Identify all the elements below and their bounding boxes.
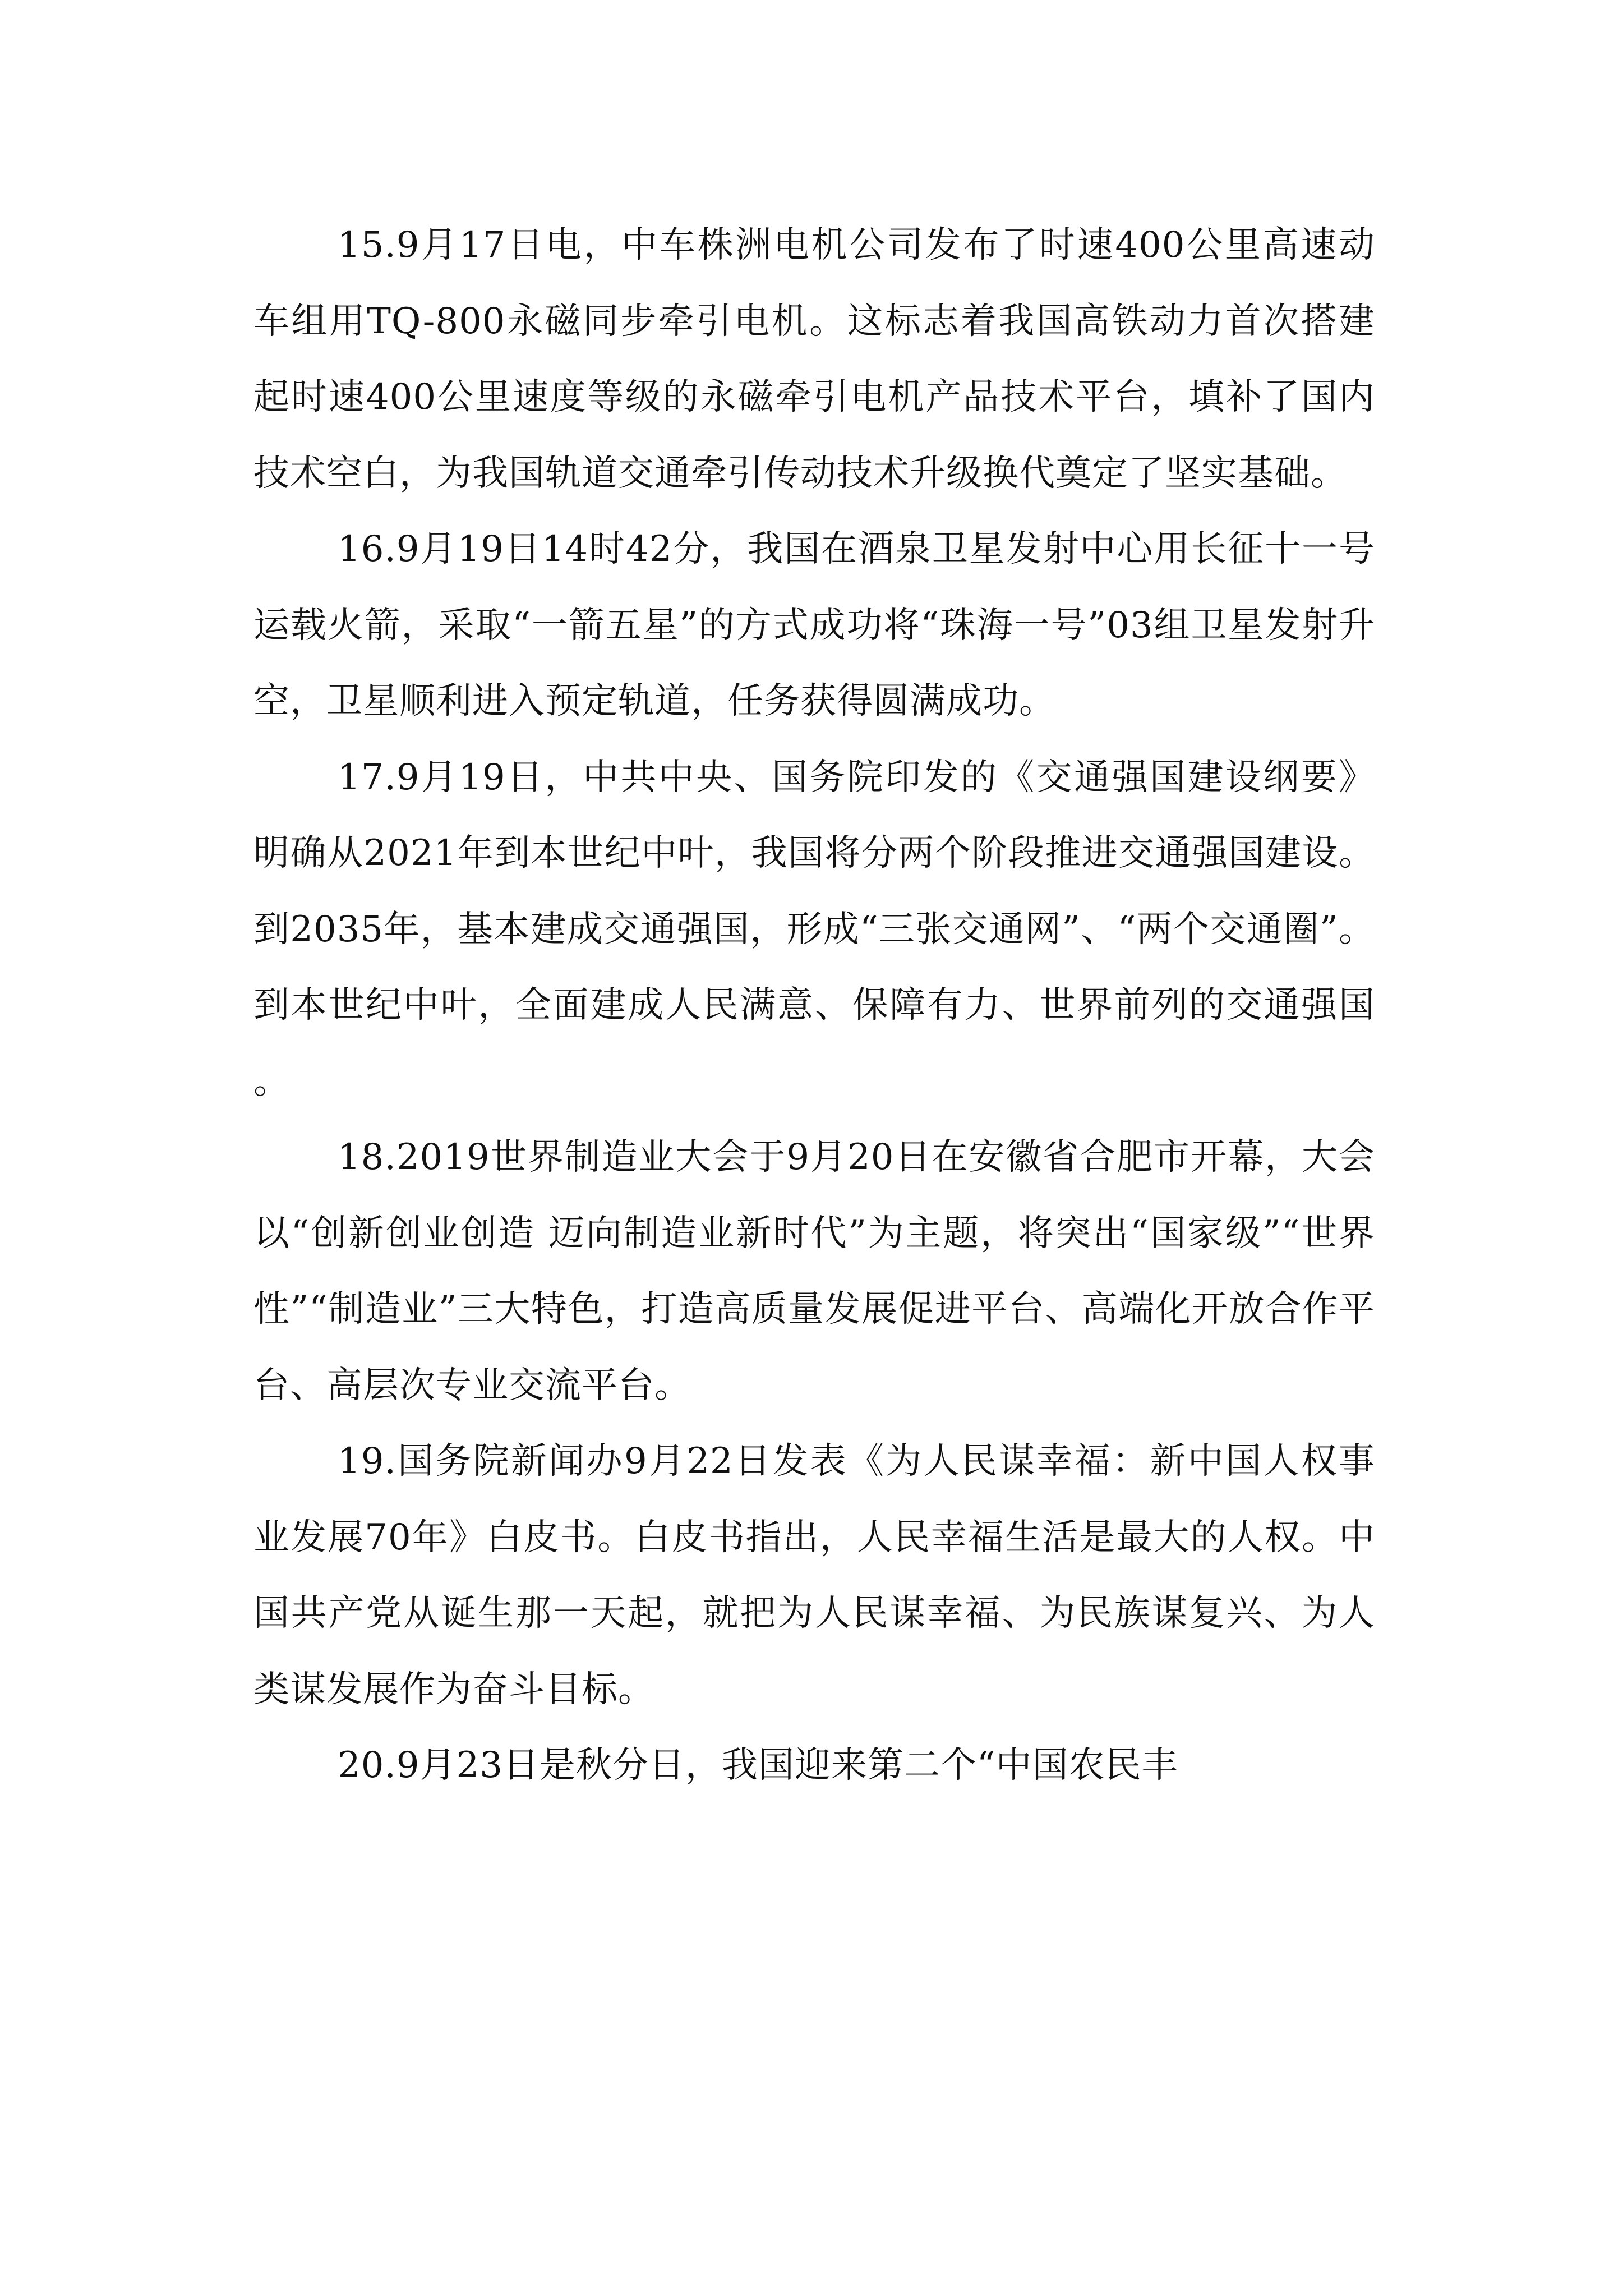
- document-body: [253, 208, 1375, 1804]
- news-item-18: 18.2019世界制造业大会于9月20日在安徽省合肥市开幕，大会以“创新创业创造 迈向制造业新时代”为主题，将突出“国家级”“世界性”“制造业”三大特色，打造高质量发展促进平台、高端化开放合作平台、高层次专业交流平台。: [253, 1137, 1375, 1406]
- news-item-20: 20.9月23日是秋分日，我国迎来第二个“中国农民丰: [338, 1745, 1178, 1786]
- news-item-15: 15.9月17日电，中车株洲电机公司发布了时速400公里高速动车组用TQ-800永磁同步牵引电机。这标志着我国高铁动力首次搭建起时速400公里速度等级的永磁牵引电机产品技术平台，填补了国内技术空白，为我国轨道交通牵引传动技术升级换代奠定了坚实基础。: [253, 224, 1375, 494]
- news-item-17: 17.9月19日，中共中央、国务院印发的《交通强国建设纲要》明确从2021年到本世纪中叶，我国将分两个阶段推进交通强国建设。到2035年，基本建成交通强国，形成“三张交通网”、“两个交通圈”。到本世纪中叶，全面建成人民满意、保障有力、世界前列的交通强国。: [253, 756, 1375, 1102]
- news-item-16: 16.9月19日14时42分，我国在酒泉卫星发射中心用长征十一号运载火箭，采取“一箭五星”的方式成功将“珠海一号”03组卫星发射升空，卫星顺利进入预定轨道，任务获得圆满成功。: [253, 528, 1375, 722]
- news-item-19: 19.国务院新闻办9月22日发表《为人民谋幸福：新中国人权事业发展70年》白皮书。白皮书指出，人民幸福生活是最大的人权。中国共产党从诞生那一天起，就把为人民谋幸福、为民族谋复兴、为人类谋发展作为奋斗目标。: [253, 1441, 1375, 1710]
